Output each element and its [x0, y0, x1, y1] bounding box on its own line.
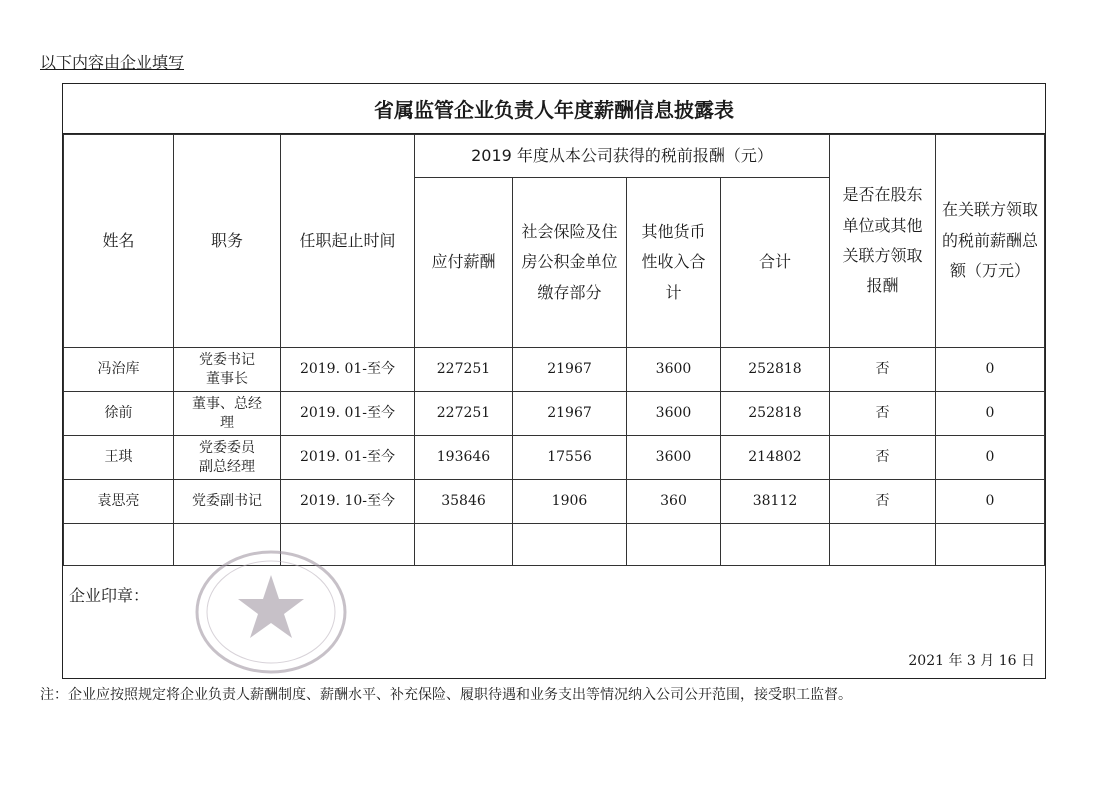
cell-salary: 227251 — [415, 392, 513, 436]
sign-date: 2021 年 3 月 16 日 — [908, 653, 1035, 669]
seal-label: 企业印章： — [69, 586, 150, 605]
footnote: 注：企业应按照规定将企业负责人薪酬制度、薪酬水平、补充保险、履职待遇和业务支出等情况纳入公司公开范围，接受职工监督。 — [40, 687, 852, 703]
disclosure-form — [62, 83, 1046, 679]
cell-other: 3600 — [627, 392, 721, 436]
intro-text: 以下内容由企业填写 — [40, 53, 185, 72]
cell-related: 0 — [936, 392, 1045, 436]
header-shareholder: 是否在股东单位或其他关联方领取报酬 — [830, 135, 936, 348]
header-group: 2019 年度从本公司获得的税前报酬（元） — [415, 135, 830, 178]
empty-cell — [936, 524, 1045, 566]
cell-insurance: 21967 — [513, 348, 627, 392]
cell-position: 党委委员 副总经理 — [174, 436, 281, 480]
cell-shareholder: 否 — [830, 348, 936, 392]
cell-position: 董事、总经 理 — [174, 392, 281, 436]
header-name: 姓名 — [64, 135, 174, 348]
cell-other: 3600 — [627, 436, 721, 480]
cell-position: 党委书记 董事长 — [174, 348, 281, 392]
header-total: 合计 — [721, 178, 830, 348]
cell-term: 2019. 01-至今 — [281, 436, 415, 480]
cell-name: 袁思亮 — [64, 480, 174, 524]
cell-insurance: 1906 — [513, 480, 627, 524]
empty-cell — [830, 524, 936, 566]
seal-area — [63, 565, 1045, 678]
table-row — [64, 480, 1045, 524]
table-row — [64, 436, 1045, 480]
cell-total: 252818 — [721, 348, 830, 392]
company-seal-icon — [191, 547, 351, 677]
cell-position: 党委副书记 — [174, 480, 281, 524]
cell-term: 2019. 01-至今 — [281, 348, 415, 392]
header-other: 其他货币性收入合计 — [627, 178, 721, 348]
table-row — [64, 392, 1045, 436]
salary-table — [63, 134, 1045, 566]
cell-other: 360 — [627, 480, 721, 524]
cell-total: 38112 — [721, 480, 830, 524]
cell-related: 0 — [936, 480, 1045, 524]
cell-name: 冯治库 — [64, 348, 174, 392]
empty-cell — [64, 524, 174, 566]
cell-shareholder: 否 — [830, 392, 936, 436]
form-title: 省属监管企业负责人年度薪酬信息披露表 — [63, 84, 1045, 134]
header-salary: 应付薪酬 — [415, 178, 513, 348]
cell-salary: 227251 — [415, 348, 513, 392]
table-row — [64, 348, 1045, 392]
header-position: 职务 — [174, 135, 281, 348]
cell-related: 0 — [936, 436, 1045, 480]
cell-salary: 35846 — [415, 480, 513, 524]
empty-cell — [721, 524, 830, 566]
cell-shareholder: 否 — [830, 480, 936, 524]
header-related: 在关联方领取的税前薪酬总额（万元） — [936, 135, 1045, 348]
cell-salary: 193646 — [415, 436, 513, 480]
cell-shareholder: 否 — [830, 436, 936, 480]
header-insurance: 社会保险及住房公积金单位缴存部分 — [513, 178, 627, 348]
cell-term: 2019. 01-至今 — [281, 392, 415, 436]
empty-cell — [513, 524, 627, 566]
cell-other: 3600 — [627, 348, 721, 392]
header-term: 任职起止时间 — [281, 135, 415, 348]
cell-insurance: 17556 — [513, 436, 627, 480]
empty-cell — [415, 524, 513, 566]
cell-insurance: 21967 — [513, 392, 627, 436]
cell-total: 252818 — [721, 392, 830, 436]
cell-related: 0 — [936, 348, 1045, 392]
cell-name: 王琪 — [64, 436, 174, 480]
cell-term: 2019. 10-至今 — [281, 480, 415, 524]
cell-total: 214802 — [721, 436, 830, 480]
empty-cell — [627, 524, 721, 566]
cell-name: 徐前 — [64, 392, 174, 436]
